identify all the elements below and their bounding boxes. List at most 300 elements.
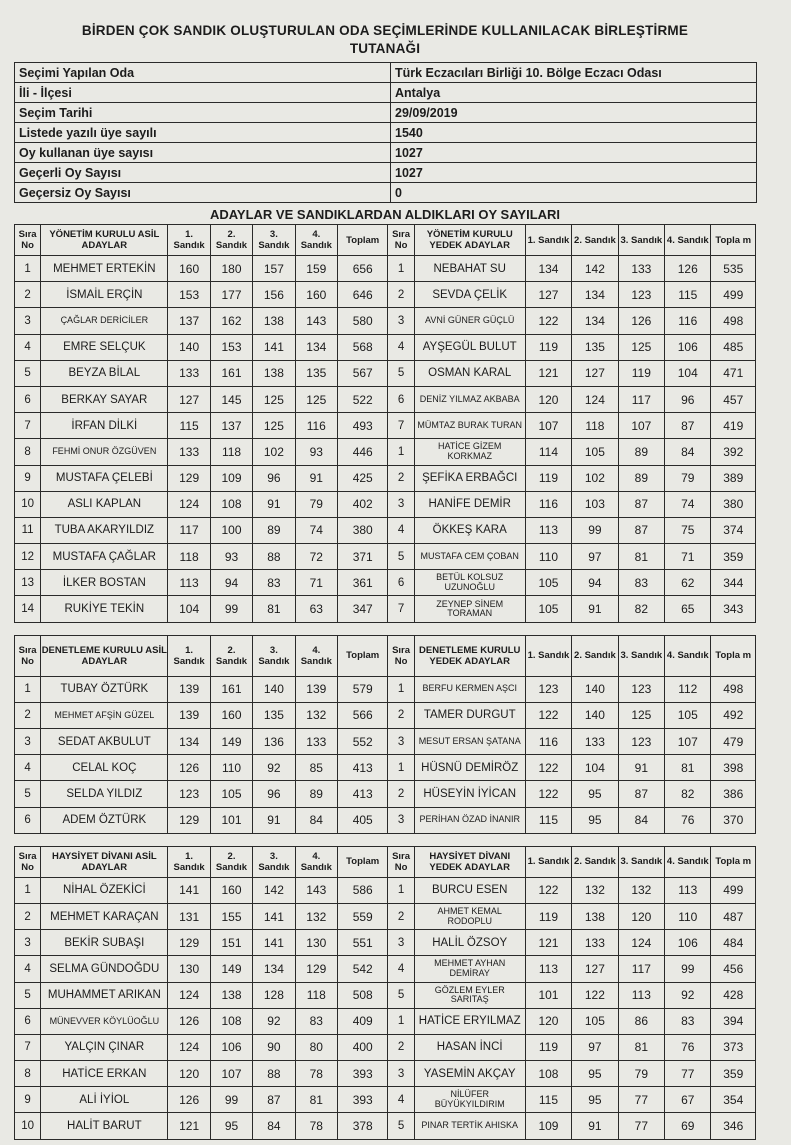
vote-count: 78 [295,1061,337,1087]
total-votes: 552 [337,729,387,755]
vote-count: 88 [253,544,295,570]
total-votes: 579 [337,676,387,702]
vote-count: 92 [253,1008,295,1034]
column-header: 3. Sandık [253,635,295,676]
vote-count: 126 [665,256,711,282]
row-number: 4 [388,956,414,982]
row-number: 1 [388,1008,414,1034]
vote-count: 84 [665,439,711,465]
vote-count: 162 [210,308,252,334]
candidate-name: OSMAN KARAL [414,360,525,386]
vote-count: 134 [572,308,618,334]
column-header: 2. Sandık [572,846,618,877]
vote-count: 88 [253,1061,295,1087]
vote-count: 71 [665,544,711,570]
vote-count: 131 [168,903,210,929]
total-votes: 405 [337,807,387,833]
row-number: 9 [15,465,41,491]
candidate-name: İLKER BOSTAN [41,570,168,596]
vote-count: 123 [525,676,571,702]
vote-count: 132 [295,702,337,728]
row-number: 4 [15,334,41,360]
candidate-name: NEBAHAT SU [414,256,525,282]
vote-count: 140 [572,676,618,702]
total-votes: 498 [711,676,756,702]
column-header: Sıra No [388,635,414,676]
total-votes: 428 [711,982,756,1008]
vote-count: 63 [295,596,337,622]
vote-count: 91 [618,755,664,781]
vote-count: 87 [618,781,664,807]
vote-count: 132 [572,877,618,903]
vote-count: 137 [168,308,210,334]
total-votes: 389 [711,465,756,491]
row-number: 4 [388,1087,414,1113]
candidate-name: MEHMET AYHAN DEMİRAY [414,956,525,982]
vote-count: 108 [210,1008,252,1034]
vote-count: 97 [572,544,618,570]
column-header: 1. Sandık [525,635,571,676]
vote-count: 122 [525,308,571,334]
vote-count: 142 [572,256,618,282]
vote-count: 141 [253,903,295,929]
vote-count: 149 [210,956,252,982]
info-value: 0 [391,183,757,203]
info-value: 1027 [391,143,757,163]
candidate-name: PINAR TERTİK AHISKA [414,1113,525,1139]
vote-count: 134 [253,956,295,982]
vote-count: 161 [210,676,252,702]
row-number: 6 [15,807,41,833]
vote-count: 129 [295,956,337,982]
vote-count: 126 [168,755,210,781]
document-title [14,22,756,58]
vote-count: 133 [572,729,618,755]
total-votes: 568 [337,334,387,360]
total-votes: 347 [337,596,387,622]
vote-count: 125 [253,413,295,439]
column-header: 4. Sandık [295,635,337,676]
column-header: Topla m [711,846,756,877]
candidate-name: HATİCE ERKAN [41,1061,168,1087]
total-votes: 499 [711,282,756,308]
candidate-name: BERFU KERMEN AŞCI [414,676,525,702]
vote-count: 159 [295,256,337,282]
vote-count: 79 [295,491,337,517]
total-votes: 456 [711,956,756,982]
vote-count: 140 [572,702,618,728]
vote-count: 153 [210,334,252,360]
total-votes: 370 [711,807,756,833]
vote-count: 107 [665,729,711,755]
vote-count: 62 [665,570,711,596]
vote-count: 108 [525,1061,571,1087]
total-votes: 485 [711,334,756,360]
candidate-name: HATİCE ERYILMAZ [414,1008,525,1034]
vote-count: 124 [572,386,618,412]
row-number: 3 [388,308,414,334]
vote-count: 113 [618,982,664,1008]
column-header: 3. Sandık [618,635,664,676]
vote-count: 74 [665,491,711,517]
row-number: 4 [388,334,414,360]
candidate-name: DENİZ YILMAZ AKBABA [414,386,525,412]
vote-count: 95 [572,781,618,807]
total-votes: 343 [711,596,756,622]
column-header: 1. Sandık [168,846,210,877]
vote-count: 123 [618,676,664,702]
column-header: 1. Sandık [168,225,210,256]
vote-count: 89 [618,465,664,491]
total-votes: 646 [337,282,387,308]
vote-count: 141 [168,877,210,903]
row-number: 6 [15,386,41,412]
vote-count: 105 [525,570,571,596]
vote-count: 82 [665,781,711,807]
vote-count: 120 [525,1008,571,1034]
table-row [15,413,756,439]
row-number: 5 [15,982,41,1008]
candidate-name: TAMER DURGUT [414,702,525,728]
vote-count: 140 [168,334,210,360]
row-number: 13 [15,570,41,596]
vote-count: 100 [210,517,252,543]
total-votes: 484 [711,930,756,956]
vote-count: 91 [253,491,295,517]
candidate-name: HALİL ÖZSOY [414,930,525,956]
vote-count: 117 [168,517,210,543]
column-header: Sıra No [388,846,414,877]
vote-count: 94 [572,570,618,596]
candidate-name: MEHMET KARAÇAN [41,903,168,929]
vote-count: 118 [168,544,210,570]
vote-count: 99 [572,517,618,543]
vote-count: 155 [210,903,252,929]
row-number: 6 [15,1008,41,1034]
vote-count: 124 [618,930,664,956]
vote-count: 87 [618,517,664,543]
results-table [14,846,756,1140]
vote-count: 119 [618,360,664,386]
total-votes: 394 [711,1008,756,1034]
vote-count: 143 [295,877,337,903]
total-votes: 567 [337,360,387,386]
column-header: 2. Sandık [572,635,618,676]
vote-count: 99 [210,1087,252,1113]
total-votes: 371 [337,544,387,570]
candidate-name: AHMET KEMAL RODOPLU [414,903,525,929]
vote-count: 103 [572,491,618,517]
vote-count: 124 [168,1034,210,1060]
info-label: Listede yazılı üye sayılı [15,123,391,143]
vote-count: 119 [525,1034,571,1060]
info-label: Geçersiz Oy Sayısı [15,183,391,203]
row-number: 2 [388,702,414,728]
column-header: 4. Sandık [295,225,337,256]
vote-count: 161 [210,360,252,386]
column-header: 2. Sandık [210,846,252,877]
vote-count: 177 [210,282,252,308]
info-row [15,83,757,103]
total-votes: 380 [711,491,756,517]
candidate-name: EMRE SELÇUK [41,334,168,360]
total-votes: 359 [711,544,756,570]
vote-count: 134 [168,729,210,755]
vote-count: 83 [665,1008,711,1034]
vote-count: 87 [253,1087,295,1113]
table-row [15,702,756,728]
vote-count: 105 [572,439,618,465]
candidate-name: SELMA GÜNDOĞDU [41,956,168,982]
vote-count: 81 [618,1034,664,1060]
vote-count: 124 [168,491,210,517]
column-header: Topla m [711,635,756,676]
vote-count: 110 [665,903,711,929]
total-votes: 551 [337,930,387,956]
candidate-name: İRFAN DİLKİ [41,413,168,439]
info-row [15,103,757,123]
vote-count: 139 [295,676,337,702]
total-votes: 386 [711,781,756,807]
vote-count: 113 [665,877,711,903]
row-number: 3 [15,930,41,956]
total-votes: 457 [711,386,756,412]
total-votes: 409 [337,1008,387,1034]
table-row [15,1008,756,1034]
column-header: HAYSİYET DİVANI ASİL ADAYLAR [41,846,168,877]
vote-count: 136 [253,729,295,755]
total-votes: 566 [337,702,387,728]
vote-count: 113 [168,570,210,596]
info-value: 1027 [391,163,757,183]
vote-count: 134 [295,334,337,360]
column-header: Sıra No [388,225,414,256]
table-row [15,517,756,543]
column-header: Sıra No [15,846,41,877]
vote-count: 113 [525,517,571,543]
candidate-name: ASLI KAPLAN [41,491,168,517]
candidate-name: SEVDA ÇELİK [414,282,525,308]
column-header: 4. Sandık [295,846,337,877]
vote-count: 109 [525,1113,571,1139]
vote-count: 76 [665,807,711,833]
vote-count: 153 [168,282,210,308]
vote-count: 122 [525,702,571,728]
vote-count: 120 [168,1061,210,1087]
candidate-name: ÇAĞLAR DERİCİLER [41,308,168,334]
vote-count: 78 [295,1113,337,1139]
row-number: 5 [15,360,41,386]
info-row [15,63,757,83]
vote-count: 140 [253,676,295,702]
candidate-name: MUSTAFA ÇAĞLAR [41,544,168,570]
vote-count: 160 [295,282,337,308]
vote-count: 116 [665,308,711,334]
candidate-name: MESUT ERSAN ŞATANA [414,729,525,755]
table-row [15,544,756,570]
candidate-name: HÜSEYİN İYİCAN [414,781,525,807]
candidate-name: MÜNEVVER KÖYLÜOĞLU [41,1008,168,1034]
vote-count: 110 [210,755,252,781]
total-votes: 361 [337,570,387,596]
vote-count: 87 [618,491,664,517]
column-header: Toplam [337,225,387,256]
row-number: 1 [388,877,414,903]
vote-count: 115 [168,413,210,439]
row-number: 11 [15,517,41,543]
candidate-name: BURCU ESEN [414,877,525,903]
row-number: 2 [15,702,41,728]
candidate-name: BERKAY SAYAR [41,386,168,412]
row-number: 4 [388,517,414,543]
vote-count: 107 [618,413,664,439]
table-row [15,956,756,982]
vote-count: 77 [618,1087,664,1113]
vote-count: 129 [168,930,210,956]
vote-count: 105 [210,781,252,807]
total-votes: 402 [337,491,387,517]
vote-count: 129 [168,807,210,833]
vote-count: 138 [253,308,295,334]
total-votes: 586 [337,877,387,903]
vote-count: 151 [210,930,252,956]
total-votes: 392 [711,439,756,465]
vote-count: 93 [210,544,252,570]
column-header: DENETLEME KURULU YEDEK ADAYLAR [414,635,525,676]
column-header: DENETLEME KURULU ASİL ADAYLAR [41,635,168,676]
vote-count: 156 [253,282,295,308]
row-number: 5 [388,544,414,570]
vote-count: 108 [210,491,252,517]
vote-count: 127 [572,360,618,386]
total-votes: 446 [337,439,387,465]
vote-count: 141 [253,930,295,956]
vote-count: 145 [210,386,252,412]
column-header: Toplam [337,846,387,877]
table-row [15,903,756,929]
vote-count: 127 [525,282,571,308]
total-votes: 378 [337,1113,387,1139]
vote-count: 89 [253,517,295,543]
total-votes: 499 [711,877,756,903]
column-header: Sıra No [15,225,41,256]
total-votes: 374 [711,517,756,543]
table-row [15,596,756,622]
candidate-name: ÖKKEŞ KARA [414,517,525,543]
vote-count: 89 [295,781,337,807]
table-row [15,807,756,833]
vote-count: 95 [572,807,618,833]
total-votes: 656 [337,256,387,282]
column-header: Sıra No [15,635,41,676]
vote-count: 72 [295,544,337,570]
row-number: 7 [15,413,41,439]
vote-count: 122 [525,755,571,781]
row-number: 1 [15,877,41,903]
row-number: 9 [15,1087,41,1113]
row-number: 5 [388,982,414,1008]
row-number: 3 [388,930,414,956]
column-header: 4. Sandık [665,846,711,877]
vote-count: 75 [665,517,711,543]
total-votes: 492 [711,702,756,728]
candidate-name: ZEYNEP SİNEM TORAMAN [414,596,525,622]
vote-count: 139 [168,676,210,702]
row-number: 10 [15,1113,41,1139]
column-header: 1. Sandık [525,846,571,877]
vote-count: 91 [253,807,295,833]
vote-count: 143 [295,308,337,334]
row-number: 7 [388,413,414,439]
candidate-name: YASEMİN AKÇAY [414,1061,525,1087]
total-votes: 542 [337,956,387,982]
vote-count: 113 [525,956,571,982]
row-number: 2 [388,781,414,807]
table-row [15,308,756,334]
candidate-name: MÜMTAZ BURAK TURAN [414,413,525,439]
vote-count: 133 [618,256,664,282]
row-number: 4 [15,755,41,781]
vote-count: 79 [665,465,711,491]
vote-count: 130 [295,930,337,956]
vote-count: 81 [618,544,664,570]
candidate-name: BEKİR SUBAŞI [41,930,168,956]
vote-count: 96 [253,465,295,491]
total-votes: 354 [711,1087,756,1113]
total-votes: 380 [337,517,387,543]
candidate-name: HANİFE DEMİR [414,491,525,517]
vote-count: 129 [168,465,210,491]
vote-count: 96 [253,781,295,807]
candidate-name: BETÜL KOLSUZ UZUNOĞLU [414,570,525,596]
total-votes: 487 [711,903,756,929]
table-row [15,439,756,465]
row-number: 2 [388,1034,414,1060]
table-row [15,729,756,755]
vote-count: 133 [295,729,337,755]
column-header: 1. Sandık [168,635,210,676]
candidate-name: MUSTAFA ÇELEBİ [41,465,168,491]
total-votes: 559 [337,903,387,929]
vote-count: 84 [618,807,664,833]
row-number: 3 [388,729,414,755]
vote-count: 106 [665,334,711,360]
total-votes: 522 [337,386,387,412]
table-row [15,491,756,517]
row-number: 7 [388,596,414,622]
vote-count: 123 [618,729,664,755]
candidate-name: MUSTAFA CEM ÇOBAN [414,544,525,570]
total-votes: 493 [337,413,387,439]
vote-count: 123 [618,282,664,308]
row-number: 4 [15,956,41,982]
vote-count: 94 [210,570,252,596]
table-row [15,877,756,903]
candidate-name: AVNİ GÜNER GÜÇLÜ [414,308,525,334]
table-row [15,982,756,1008]
vote-count: 137 [210,413,252,439]
vote-count: 127 [168,386,210,412]
column-header: 3. Sandık [618,846,664,877]
table-row [15,465,756,491]
info-label: Seçim Tarihi [15,103,391,123]
vote-count: 135 [295,360,337,386]
candidate-name: HALİT BARUT [41,1113,168,1139]
vote-count: 83 [295,1008,337,1034]
info-value: 29/09/2019 [391,103,757,123]
total-votes: 580 [337,308,387,334]
table-row [15,781,756,807]
